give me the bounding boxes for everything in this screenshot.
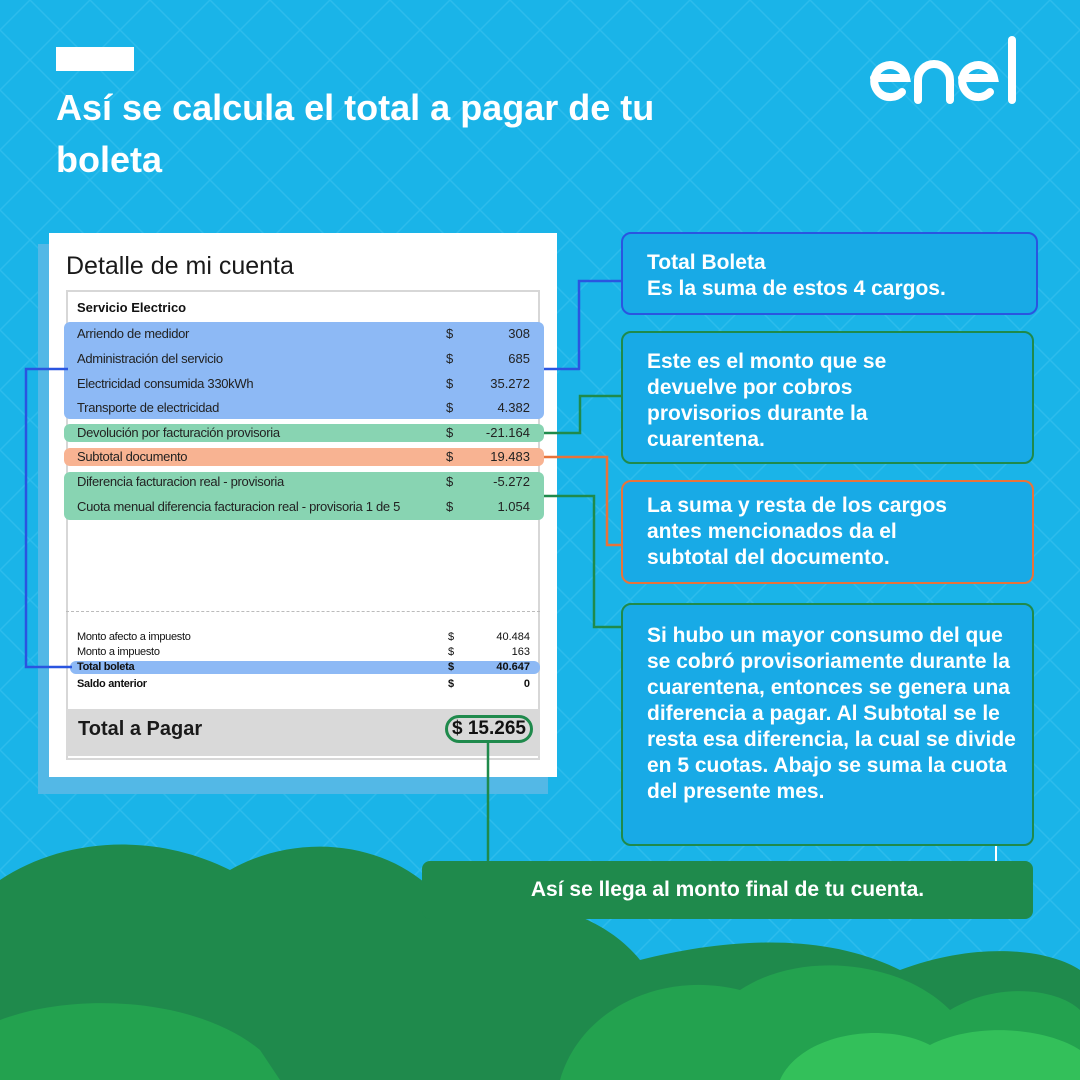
- row-currency: $: [446, 474, 454, 489]
- row-currency: $: [446, 425, 454, 440]
- row-label: Administración del servicio: [77, 351, 223, 366]
- callout-subtotal: [621, 480, 1034, 584]
- row-value: 35.272: [490, 376, 530, 391]
- callout-title: Total Boleta: [647, 251, 766, 274]
- summary-value: 0: [523, 678, 530, 690]
- row-label: Arriendo de medidor: [77, 326, 190, 341]
- hills-illustration: [0, 820, 1080, 1080]
- summary-label: Total boleta: [77, 661, 135, 673]
- total-value: $ 15.265: [445, 715, 533, 743]
- row-value: -21.164: [485, 425, 530, 440]
- summary-currency: $: [448, 661, 455, 673]
- bill-heading: Detalle de mi cuenta: [66, 252, 294, 280]
- summary-value: 40.647: [496, 661, 530, 673]
- callout-diferencia: [621, 603, 1034, 846]
- callout-text: La suma y resta de los cargos antes mencionados da el subtotal del documento.: [647, 494, 947, 569]
- callout-text: Este es el monto que se devuelve por cobros provisorios durante la cuarentena.: [647, 350, 887, 451]
- row-label: Diferencia facturacion real - provisoria: [77, 474, 284, 489]
- summary-currency: $: [448, 631, 455, 643]
- row-currency: $: [446, 376, 454, 391]
- summary-value: 163: [511, 646, 530, 658]
- callout-text: Si hubo un mayor consumo del que se cobró provisoriamente durante la cuarentena, entonces se genera una diferencia a pagar. Al Subtotal se le resta esa diferencia, la cual se divide en 5 cuotas. Abajo se suma la cuota del presente mes.: [647, 624, 1016, 803]
- row-currency: $: [446, 326, 454, 341]
- row-value: 1.054: [497, 499, 530, 514]
- row-value: 19.483: [490, 449, 530, 464]
- summary-currency: $: [448, 678, 455, 690]
- page-title: Así se calcula el total a pagar de tu boleta: [56, 87, 655, 180]
- callout-total-boleta: [621, 232, 1038, 315]
- row-currency: $: [446, 449, 454, 464]
- summary-value: 40.484: [496, 631, 530, 643]
- section-title: Servicio Electrico: [77, 300, 187, 315]
- callout-devolucion: [621, 331, 1034, 464]
- row-value: 685: [508, 351, 530, 366]
- row-currency: $: [446, 351, 454, 366]
- row-value: 4.382: [497, 400, 530, 415]
- callout-text: Es la suma de estos 4 cargos.: [647, 277, 946, 300]
- summary-label: Monto afecto a impuesto: [77, 631, 191, 643]
- total-label: Total a Pagar: [78, 718, 203, 740]
- row-label: Subtotal documento: [77, 449, 188, 464]
- row-currency: $: [446, 499, 454, 514]
- final-callout: Así se llega al monto final de tu cuenta.: [422, 861, 1033, 919]
- row-value: 308: [508, 326, 530, 341]
- summary-label: Monto a impuesto: [77, 646, 160, 658]
- summary-label: Saldo anterior: [77, 678, 147, 690]
- row-value: -5.272: [493, 474, 530, 489]
- row-label: Devolución por facturación provisoria: [77, 425, 280, 440]
- row-label: Transporte de electricidad: [77, 400, 220, 415]
- row-label: Cuota menual diferencia facturacion real - provisoria 1 de 5: [77, 499, 401, 514]
- summary-currency: $: [448, 646, 455, 658]
- row-currency: $: [446, 400, 454, 415]
- row-label: Electricidad consumida 330kWh: [77, 376, 254, 391]
